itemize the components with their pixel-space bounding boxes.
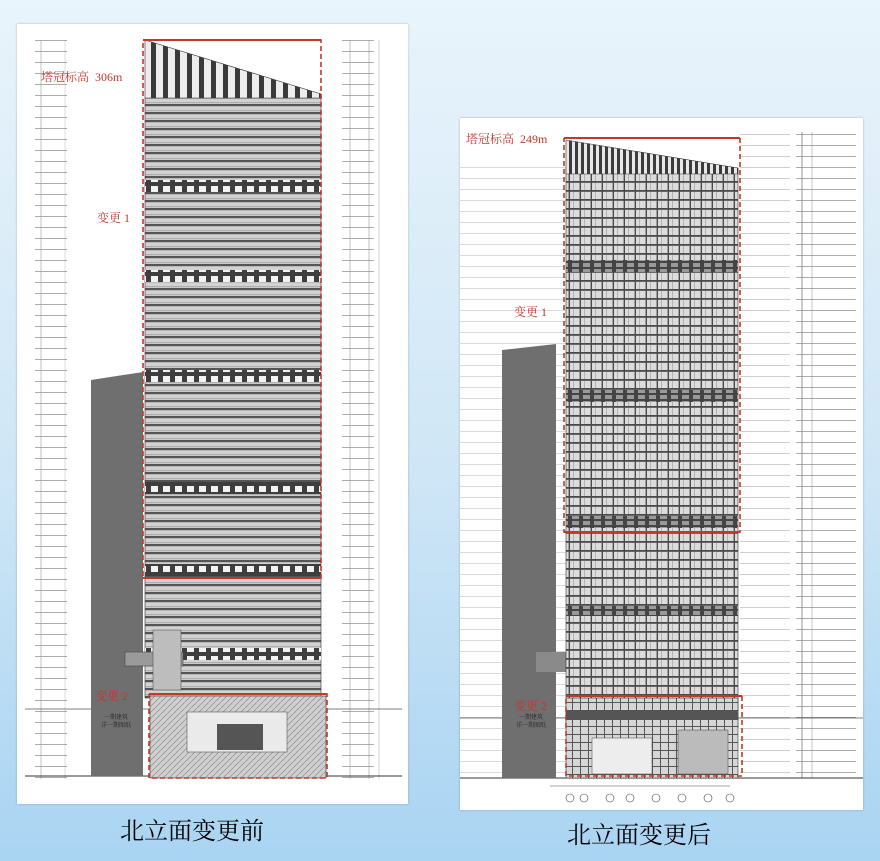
crown-label-text: 塔冠标高: [41, 70, 90, 84]
podium-note-line-1: 一期建筑: [519, 715, 544, 721]
podium-note: [101, 714, 131, 730]
grid-axis-bubbles: [566, 794, 734, 802]
change-1-label: 变更 1: [514, 305, 548, 319]
tower-shaft: [566, 168, 738, 728]
elevation-drawing-before: [17, 24, 408, 804]
mechanical-floor-band: [145, 270, 321, 282]
change-2-label: 变更 2: [514, 699, 548, 713]
podium-note-line-1: 一期建筑: [104, 715, 129, 721]
mechanical-floor-band: [145, 482, 321, 494]
mechanical-floor-band: [145, 180, 321, 192]
change-2-label: 变更 2: [95, 689, 129, 703]
crown-height-value: 249m: [520, 132, 548, 146]
crown-height-label: [41, 68, 122, 85]
podium-note-line-2: 详一期图纸: [101, 723, 132, 729]
tower-crown: [145, 40, 321, 98]
tower-crown: [566, 140, 738, 174]
caption-after: 北立面变更后: [567, 821, 711, 849]
crown-label-text: 塔冠标高: [466, 132, 515, 146]
elevation-sheet-after: [460, 118, 863, 810]
mechanical-floor-band: [566, 260, 738, 272]
podium-note: [516, 714, 546, 730]
crown-height-value: 306m: [95, 70, 123, 84]
change-1-label: 变更 1: [97, 211, 131, 225]
mechanical-floor-band: [145, 564, 321, 576]
podium-note-line-2: 详一期图纸: [516, 723, 547, 729]
elevation-sheet-before: [17, 24, 408, 804]
mechanical-floor-band: [145, 370, 321, 382]
crown-height-label: [466, 130, 547, 147]
mechanical-floor-band: [566, 606, 738, 616]
caption-before: 北立面变更前: [120, 817, 264, 845]
mechanical-floor-band: [566, 390, 738, 402]
mechanical-floor-band: [566, 516, 738, 528]
